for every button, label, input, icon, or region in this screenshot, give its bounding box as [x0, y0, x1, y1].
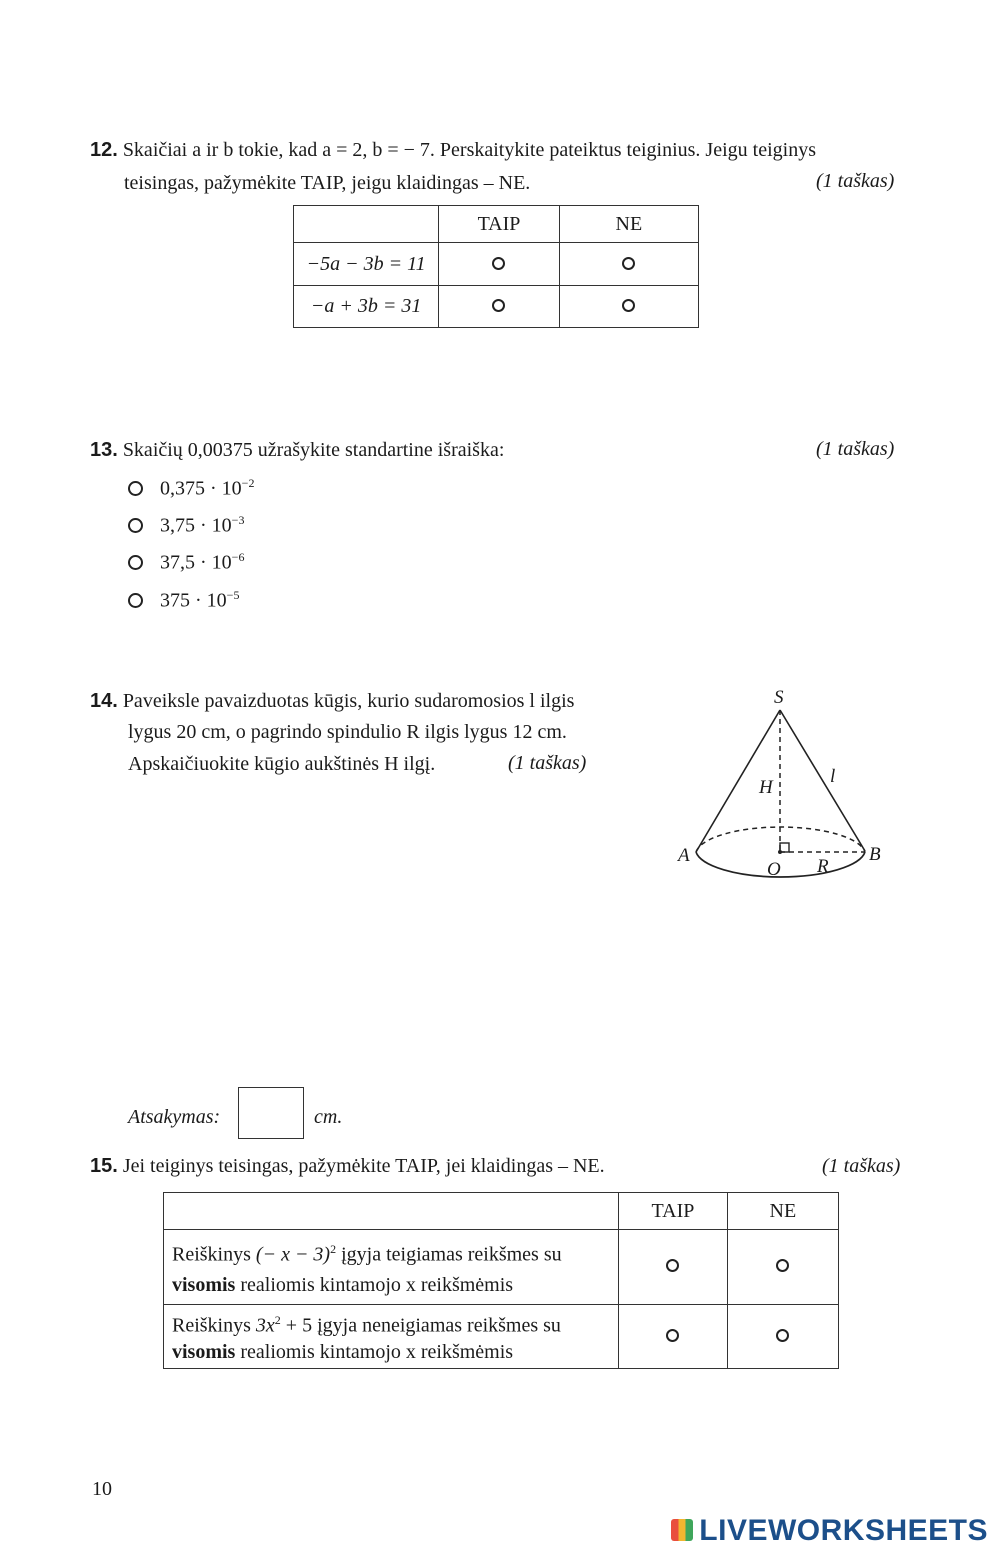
- q15-row2-pre: Reiškinys: [172, 1314, 256, 1337]
- q15-row1-post: įgyja teigiamas reikšmes su: [336, 1243, 562, 1266]
- q13-option4-radio[interactable]: [128, 593, 143, 608]
- q12-row2-no-radio[interactable]: [622, 299, 635, 312]
- q13-option4: [160, 588, 239, 613]
- q15-row2-post: įgyja neneigiamas reikšmes su: [312, 1314, 561, 1337]
- q12-row2-no-cell: [559, 286, 698, 328]
- q15-row1-no-cell: [727, 1230, 838, 1305]
- table-row: [164, 1230, 839, 1305]
- q13-option4-exp: −5: [226, 588, 240, 602]
- q13-option2: [160, 513, 244, 538]
- table-row: [164, 1304, 839, 1369]
- liveworksheets-brand: [671, 1514, 988, 1548]
- q13-option3-radio[interactable]: [128, 555, 143, 570]
- q12-line1: [90, 139, 816, 162]
- q14-text-line1: Paveiksle pavaizduotas kūgis, kurio sudaromosios l ilgis: [122, 690, 575, 712]
- q12-row2-yes-cell: [439, 286, 559, 328]
- cone-figure: [670, 680, 900, 895]
- q14-line1: [90, 690, 574, 713]
- label-O: O: [767, 859, 781, 880]
- q14-line2: lygus 20 cm, o pagrindo spindulio R ilgis lygus 12 cm.: [128, 721, 567, 743]
- label-B: B: [869, 844, 881, 865]
- brand-logo-icon: [671, 1519, 693, 1541]
- q12-text-line1: Skaičiai a ir b tokie, kad a = 2, b = − 7. Perskaitykite pateiktus teiginius. Jeigu teiginys: [122, 139, 816, 161]
- q14-number: 14.: [90, 690, 118, 712]
- q13-option3-base: 37,5 · 10: [160, 551, 232, 574]
- q13-option3-exp: −6: [231, 550, 245, 564]
- q15-points: (1 taškas): [822, 1155, 901, 1177]
- q12-number: 12.: [90, 139, 118, 161]
- q15-row1-sup: 2: [330, 1242, 337, 1256]
- q15-row2-expr2: + 5: [280, 1314, 313, 1337]
- q15-text: Jei teiginys teisingas, pažymėkite TAIP, jei klaidingas – NE.: [122, 1155, 605, 1177]
- q15-line: [90, 1155, 605, 1178]
- cone-side-right: [780, 710, 865, 851]
- q15-row2-bold: visomis: [172, 1341, 236, 1364]
- q13-option2-radio[interactable]: [128, 518, 143, 533]
- q13-option1-radio[interactable]: [128, 481, 143, 496]
- page-number: 10: [92, 1478, 112, 1500]
- q12-row1-statement: −5a − 3b = 11: [294, 243, 439, 286]
- q15-row1-no-radio[interactable]: [776, 1259, 789, 1272]
- q15-row1-pre: Reiškinys: [172, 1243, 256, 1266]
- brand-text: LIVEWORKSHEETS: [699, 1514, 988, 1547]
- q13-option4-base: 375 · 10: [160, 589, 227, 612]
- q12-row1-yes-cell: [439, 243, 559, 286]
- answer-label: Atsakymas:: [128, 1106, 221, 1128]
- q12-header-no: NE: [559, 206, 698, 243]
- q15-row2-tail: realiomis kintamojo x reikšmėmis: [235, 1341, 514, 1364]
- label-l: l: [830, 766, 836, 787]
- q12-row2-yes-radio[interactable]: [492, 299, 505, 312]
- q14-points: (1 taškas): [508, 752, 587, 774]
- answer-unit: cm.: [314, 1106, 343, 1128]
- q15-header-no: NE: [727, 1193, 838, 1230]
- label-R: R: [817, 856, 829, 877]
- q15-row1-yes-radio[interactable]: [666, 1259, 679, 1272]
- q12-header-empty: [294, 206, 439, 243]
- q13-line: [90, 439, 504, 462]
- q15-row1-expr: (− x − 3): [255, 1243, 331, 1266]
- q15-row2-no-cell: [727, 1304, 838, 1369]
- q15-row2-yes-cell: [619, 1304, 727, 1369]
- q15-row2-yes-radio[interactable]: [666, 1329, 679, 1342]
- q13-option2-base: 3,75 · 10: [160, 514, 232, 537]
- label-H: H: [759, 777, 773, 798]
- table-row: [294, 286, 699, 328]
- q12-row1-yes-radio[interactable]: [492, 257, 505, 270]
- q15-number: 15.: [90, 1155, 118, 1177]
- q13-option1-exp: −2: [241, 476, 255, 490]
- q15-row2-expr: 3x: [255, 1314, 275, 1337]
- q13-option2-exp: −3: [231, 513, 245, 527]
- q13-option1: [160, 476, 254, 501]
- q12-row2-statement: −a + 3b = 31: [294, 286, 439, 328]
- q13-points: (1 taškas): [816, 438, 895, 460]
- q15-table: [163, 1192, 839, 1369]
- label-A: A: [678, 845, 690, 866]
- cone-center-point: [778, 850, 782, 854]
- q13-option3: [160, 550, 244, 575]
- q12-header-yes: TAIP: [439, 206, 559, 243]
- q15-row1-tail: realiomis kintamojo x reikšmėmis: [235, 1273, 514, 1296]
- q15-row2-statement: [164, 1304, 619, 1369]
- table-row: [294, 243, 699, 286]
- answer-input[interactable]: [238, 1087, 304, 1139]
- q15-header-empty: [164, 1193, 619, 1230]
- q15-row1-statement: [164, 1230, 619, 1305]
- q13-text: Skaičių 0,00375 užrašykite standartine išraiška:: [122, 439, 505, 461]
- q12-points: (1 taškas): [816, 170, 895, 192]
- q15-row1-bold: visomis: [172, 1273, 236, 1296]
- q15-row1-yes-cell: [619, 1230, 727, 1305]
- q14-line3: Apskaičiuokite kūgio aukštinės H ilgį.: [128, 753, 436, 775]
- q13-number: 13.: [90, 439, 118, 461]
- q12-line2: teisingas, pažymėkite TAIP, jeigu klaidingas – NE.: [124, 172, 531, 194]
- label-S: S: [774, 687, 784, 708]
- q15-header-yes: TAIP: [619, 1193, 727, 1230]
- q15-row2-sup: 2: [274, 1312, 281, 1327]
- q12-row1-no-cell: [559, 243, 698, 286]
- q15-row2-no-radio[interactable]: [776, 1329, 789, 1342]
- q13-option1-base: 0,375 · 10: [160, 477, 242, 500]
- q12-row1-no-radio[interactable]: [622, 257, 635, 270]
- q12-table: [293, 205, 699, 328]
